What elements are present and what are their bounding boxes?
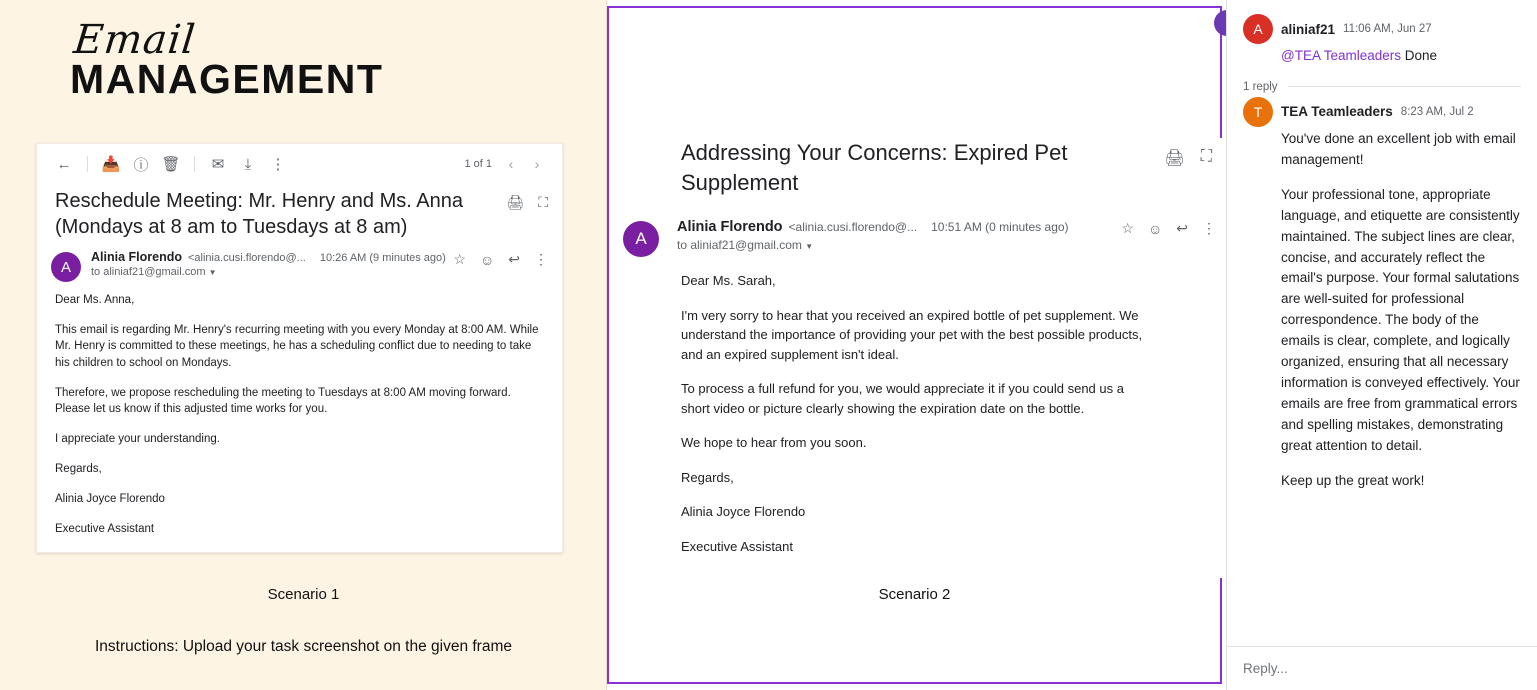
sender-line xyxy=(677,219,1111,235)
email-screenshot-1 xyxy=(36,143,563,553)
recipient-text: to aliniaf21@gmail.com xyxy=(677,238,802,253)
comment-timestamp: 11:06 AM, Jun 27 xyxy=(1343,23,1432,35)
reply-count: 1 reply xyxy=(1243,80,1278,93)
subject-row xyxy=(37,184,562,240)
scenario-2-label: Scenario 2 xyxy=(878,586,951,603)
move-to-inbox-icon[interactable]: ⤓ xyxy=(244,155,252,173)
comment-text-rest: Done xyxy=(1401,48,1438,63)
comment-header xyxy=(1243,14,1521,44)
signature-line: Executive Assistant xyxy=(681,538,793,554)
email-paragraph: I appreciate your understanding. xyxy=(55,433,220,446)
reply-header xyxy=(1243,97,1521,127)
chevron-right-icon[interactable]: › xyxy=(534,156,540,172)
toolbar-divider xyxy=(194,156,195,172)
email-paragraph: I'm very sorry to hear that you received an expired bottle of pet supplement. We understand the importance of providing your pet with the best possible products, and an expired supplement isn't ideal. xyxy=(681,307,1143,362)
reply-text xyxy=(1243,129,1521,492)
reply-paragraph: You've done an excellent job with email management! xyxy=(1281,130,1516,167)
print-icon[interactable]: 🖨 xyxy=(1164,150,1185,167)
slide-scenario-2[interactable] xyxy=(607,6,1222,684)
sender-details xyxy=(91,250,446,278)
reply-paragraph: Your professional tone, appropriate language, and etiquette are consistently maintained. The subject lines are clear, concise, and accurately reflect the email's purpose. Your formal salutations are well-suited for professional correspondence. The body of the emails is clear, complete, and logically organized, ensuring that all necessary information is conveyed effectively. Your emails are free from grammatical errors and spelling mistakes, demonstrating great attention to detail. xyxy=(1281,186,1520,453)
recipient-line[interactable] xyxy=(91,266,443,278)
reply-timestamp: 8:23 AM, Jul 2 xyxy=(1400,105,1474,118)
email-subject: Reschedule Meeting: Mr. Henry and Ms. Anna (Mondays at 8 am to Tuesdays at 8 am) xyxy=(55,190,463,238)
subject-actions xyxy=(1164,138,1224,168)
email-paragraph: We hope to hear from you soon. xyxy=(681,435,867,451)
comments-panel xyxy=(1226,0,1537,690)
avatar: T xyxy=(1243,97,1273,127)
signature-line: Executive Assistant xyxy=(55,523,155,536)
sender-name: Alinia Florendo xyxy=(677,219,783,236)
more-vertical-icon[interactable]: ⋮ xyxy=(1202,220,1216,237)
email-greeting: Dear Ms. Sarah, xyxy=(681,273,776,289)
chevron-left-icon[interactable]: ‹ xyxy=(508,156,514,172)
sender-email: <alinia.cusi.florendo@... xyxy=(187,252,306,264)
email-greeting: Dear Ms. Anna, xyxy=(55,294,135,306)
open-in-new-icon[interactable]: ⛶ xyxy=(1200,148,1212,165)
reply-author: TEA Teamleaders xyxy=(1281,104,1393,120)
email-paragraph: To process a full refund for you, we would appreciate it if you could send us a short video or picture clearly showing the expiration date on the bottle. xyxy=(681,381,1124,416)
email-timestamp: 10:51 AM (0 minutes ago) xyxy=(931,220,1069,235)
avatar: A xyxy=(623,221,659,257)
message-actions xyxy=(453,250,548,268)
divider xyxy=(1288,86,1521,87)
signature-line: Alinia Joyce Florendo xyxy=(55,492,165,505)
message-count: 1 of 1 xyxy=(464,158,492,170)
trash-icon[interactable]: 🗑 xyxy=(161,156,181,173)
email-body xyxy=(37,282,562,538)
open-in-new-icon[interactable]: ⛶ xyxy=(538,194,548,210)
slide-title xyxy=(70,17,540,103)
sender-row xyxy=(37,240,562,282)
signature-line: Regards, xyxy=(55,462,102,475)
back-arrow-icon[interactable]: ← xyxy=(56,155,72,173)
sender-name: Alinia Florendo xyxy=(91,250,182,264)
sender-row xyxy=(609,197,1224,257)
sender-line xyxy=(91,250,446,264)
email-timestamp: 10:26 AM (9 minutes ago) xyxy=(319,252,446,264)
subject-actions xyxy=(506,184,548,211)
signature-line: Regards, xyxy=(681,469,734,485)
star-icon[interactable]: ☆ xyxy=(453,251,466,267)
reply-input[interactable]: Reply... xyxy=(1227,646,1537,690)
toolbar-divider xyxy=(87,156,88,172)
archive-icon[interactable]: 📥 xyxy=(101,156,121,173)
chevron-down-icon[interactable]: ▼ xyxy=(805,242,814,252)
emoji-icon[interactable]: ☺ xyxy=(479,251,495,268)
reply-paragraph: Keep up the great work! xyxy=(1281,472,1425,488)
email-paragraph: This email is regarding Mr. Henry's recurring meeting with you every Monday at 8:00 AM. While Mr. Henry is committed to these meetings, he has a scheduling conflict due to needing to take his children to school on Mondays. xyxy=(55,323,539,370)
scenario-1-label: Scenario 1 xyxy=(267,586,340,603)
reply-count-row xyxy=(1243,81,1521,93)
title-script-word: Email xyxy=(71,17,198,63)
comment-author: aliniaf21 xyxy=(1281,21,1336,37)
email-subject: Addressing Your Concerns: Expired Pet Supplement xyxy=(681,140,1068,195)
email-screenshot-2 xyxy=(609,138,1224,578)
comment-text xyxy=(1243,46,1521,67)
sender-details xyxy=(669,219,1111,252)
mark-unread-icon[interactable]: ✉ xyxy=(211,156,225,173)
email-body xyxy=(609,257,1169,556)
instructions-text: Instructions: Upload your task screenshot on the given frame xyxy=(95,638,512,655)
more-vertical-icon[interactable]: ⋮ xyxy=(534,251,548,267)
avatar: A xyxy=(51,252,81,282)
subject-row-2 xyxy=(609,138,1224,197)
avatar: A xyxy=(1243,14,1273,44)
emoji-icon[interactable]: ☺ xyxy=(1147,220,1163,237)
email-paragraph: Therefore, we propose rescheduling the meeting to Tuesdays at 8:00 AM moving forward. Please let us know if this adjusted time works for you. xyxy=(55,386,511,416)
message-actions xyxy=(1121,219,1216,237)
recipient-text: to aliniaf21@gmail.com xyxy=(91,266,206,278)
recipient-line[interactable] xyxy=(677,238,1111,252)
signature-line: Alinia Joyce Florendo xyxy=(681,504,806,520)
mention-link[interactable]: @TEA Teamleaders xyxy=(1281,48,1402,63)
chevron-down-icon[interactable]: ▼ xyxy=(208,268,217,277)
report-spam-icon[interactable]: ⓘ xyxy=(133,156,149,174)
more-vertical-icon[interactable]: ⋮ xyxy=(270,156,286,173)
title-main-word: MANAGEMENT xyxy=(70,56,384,102)
slide-scenario-1 xyxy=(0,0,607,690)
print-icon[interactable]: 🖨 xyxy=(506,194,525,210)
reply-icon[interactable]: ↩ xyxy=(1176,220,1188,237)
star-icon[interactable]: ☆ xyxy=(1121,220,1134,237)
sender-email: <alinia.cusi.florendo@... xyxy=(788,220,918,235)
email-toolbar xyxy=(37,144,562,184)
reply-icon[interactable]: ↩ xyxy=(508,251,520,267)
